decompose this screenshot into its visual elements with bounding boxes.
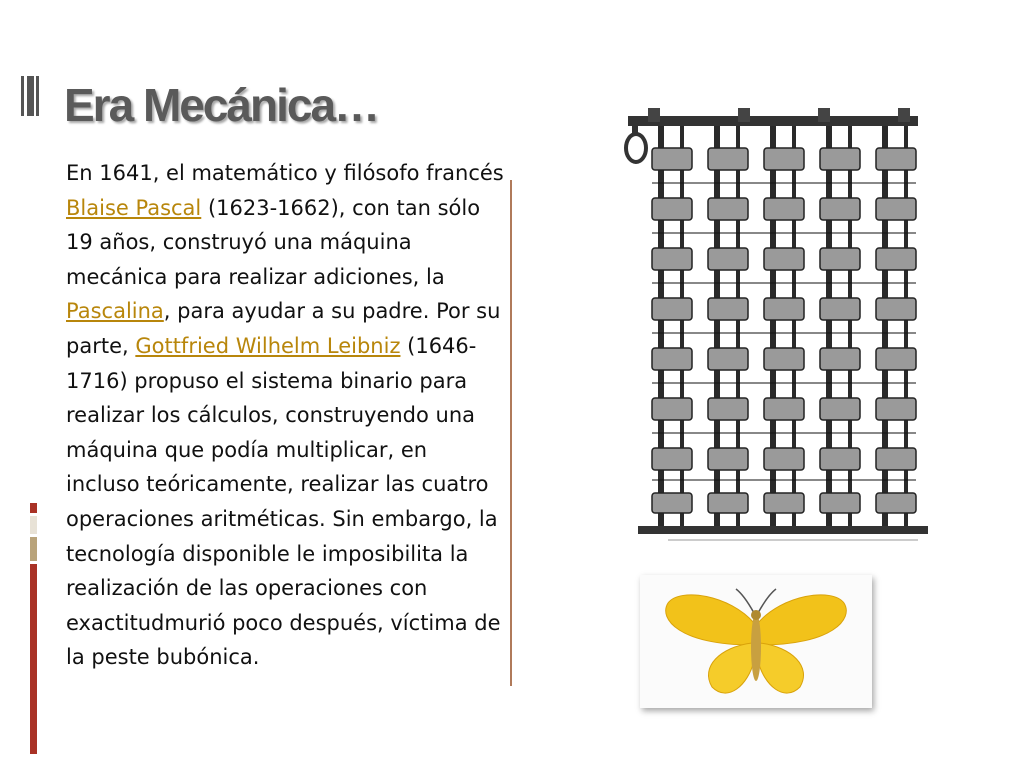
butterfly-photo (640, 575, 872, 708)
vertical-divider (510, 180, 512, 686)
edge-bar-tan-1 (30, 516, 37, 534)
link-pascalina[interactable]: Pascalina (66, 299, 164, 324)
body-text-part-1: En 1641, el matemático y filósofo francés (66, 161, 504, 185)
edge-bar-red-small (30, 503, 37, 513)
link-gottfried-wilhelm-leibniz[interactable]: Gottfried Wilhelm Leibniz (135, 333, 401, 358)
edge-bar-tan-2 (30, 537, 37, 561)
body-text-part-3: , para ayudar a su padre. Por su parte, (66, 299, 501, 358)
slide-title: Era Mecánica… (64, 79, 379, 131)
body-paragraph (66, 156, 506, 675)
body-text-part-2: (1623-1662), con tan sólo 19 años, construyó una máquina mecánica para realizar adiciones, la (66, 195, 481, 289)
body-text-part-4: (1646-1716) propuso el sistema binario para realizar los cálculos, construyendo una máquina que podía multiplicar, en incluso teóricamente, realizar las cuatro operaciones aritméticas. Sin embargo, la tecnología disponible le imposibilita la realización de las operaciones con exactitudmurió poco después, víctima de la peste bubónica. (66, 333, 501, 670)
edge-bar-red-long (30, 564, 37, 754)
link-blaise-pascal[interactable]: Blaise Pascal (66, 195, 202, 220)
butterfly-icon (640, 575, 872, 708)
machine-illustration (618, 108, 936, 544)
title-decoration (21, 76, 61, 116)
